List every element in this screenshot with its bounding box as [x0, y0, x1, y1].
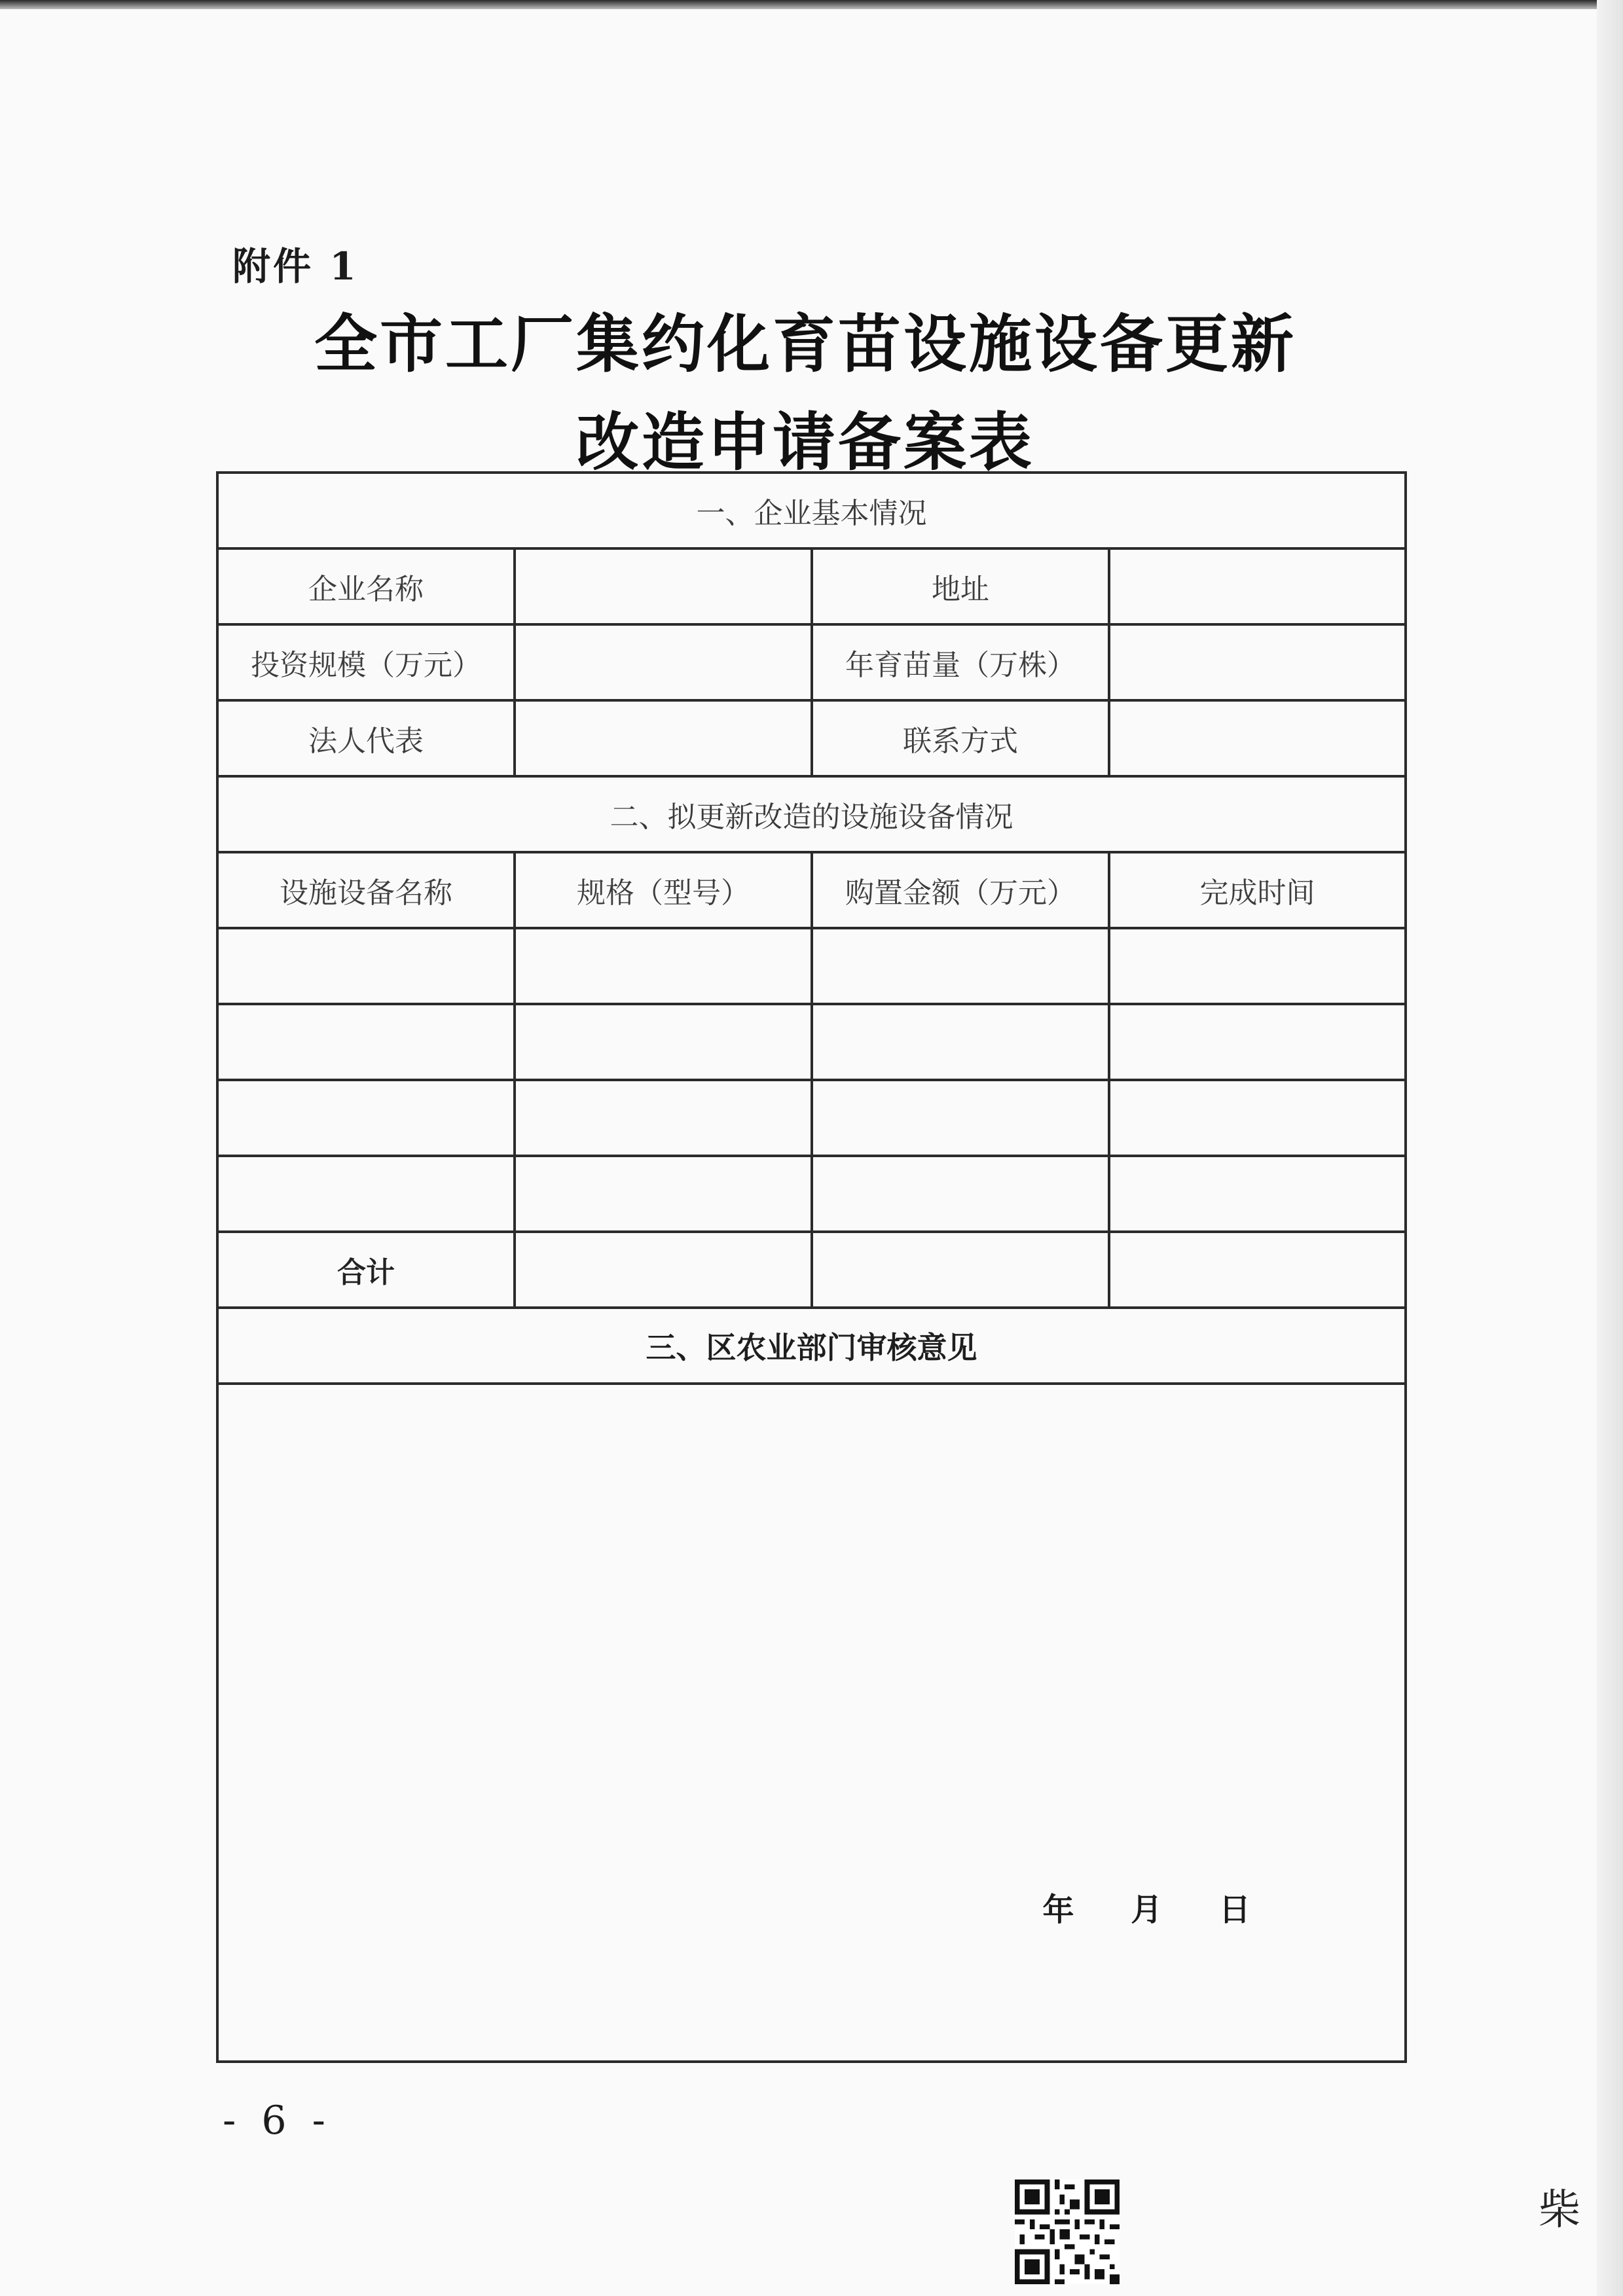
- section3-header: 三、区农业部门审核意见: [217, 1308, 1406, 1384]
- date-month: 月: [1131, 1892, 1163, 1928]
- specification-cell[interactable]: [515, 1004, 812, 1080]
- purchase-amount-cell[interactable]: [812, 1004, 1109, 1080]
- section2-header-row: [217, 776, 1406, 852]
- attachment-label: 附件 1: [232, 244, 359, 289]
- date-day: 日: [1218, 1892, 1250, 1928]
- enterprise-info-row: [217, 624, 1406, 700]
- column-header-specification: 规格（型号）: [515, 852, 812, 928]
- purchase-amount-cell[interactable]: [812, 1156, 1109, 1232]
- section3-header-row: [217, 1308, 1406, 1384]
- equipment-row: [217, 1156, 1406, 1232]
- investment-scale-field[interactable]: [515, 624, 812, 700]
- total-label: 合计: [217, 1232, 515, 1308]
- column-header-completion-time: 完成时间: [1109, 852, 1406, 928]
- purchase-amount-cell[interactable]: [812, 1080, 1109, 1156]
- corner-character: 柴: [1539, 2186, 1580, 2234]
- review-opinion-row: [217, 1384, 1406, 2062]
- column-header-equipment-name: 设施设备名称: [217, 852, 515, 928]
- equipment-name-cell[interactable]: [217, 1156, 515, 1232]
- application-form-table: [216, 471, 1407, 2063]
- purchase-amount-cell[interactable]: [812, 928, 1109, 1004]
- address-field[interactable]: [1109, 548, 1406, 624]
- section1-header: 一、企业基本情况: [217, 473, 1406, 548]
- equipment-row: [217, 928, 1406, 1004]
- section1-header-row: [217, 473, 1406, 548]
- total-completion-cell[interactable]: [1109, 1232, 1406, 1308]
- completion-time-cell[interactable]: [1109, 1004, 1406, 1080]
- address-label: 地址: [812, 548, 1109, 624]
- date-line: [1043, 1884, 1250, 1929]
- legal-rep-field[interactable]: [515, 700, 812, 776]
- equipment-name-cell[interactable]: [217, 1004, 515, 1080]
- equipment-row: [217, 1080, 1406, 1156]
- document-title-line2: 改造申请备案表: [576, 405, 1034, 479]
- completion-time-cell[interactable]: [1109, 1080, 1406, 1156]
- date-year: 年: [1042, 1892, 1074, 1928]
- scan-edge-top: [0, 0, 1623, 9]
- review-opinion-area[interactable]: [217, 1384, 1406, 2062]
- equipment-column-header-row: [217, 852, 1406, 928]
- annual-seedling-field[interactable]: [1109, 624, 1406, 700]
- equipment-name-cell[interactable]: [217, 928, 515, 1004]
- document-title-line1: 全市工厂集约化育苗设施设备更新: [314, 307, 1296, 381]
- specification-cell[interactable]: [515, 928, 812, 1004]
- specification-cell[interactable]: [515, 1156, 812, 1232]
- completion-time-cell[interactable]: [1109, 928, 1406, 1004]
- total-row: [217, 1232, 1406, 1308]
- enterprise-info-row: [217, 548, 1406, 624]
- equipment-name-cell[interactable]: [217, 1080, 515, 1156]
- enterprise-info-row: [217, 700, 1406, 776]
- contact-label: 联系方式: [812, 700, 1109, 776]
- page-number: - 6 -: [223, 2098, 332, 2144]
- total-specification-cell[interactable]: [515, 1232, 812, 1308]
- specification-cell[interactable]: [515, 1080, 812, 1156]
- section2-header: 二、拟更新改造的设施设备情况: [217, 776, 1406, 852]
- equipment-row: [217, 1004, 1406, 1080]
- scan-edge-right: [1597, 0, 1623, 2296]
- annual-seedling-label: 年育苗量（万株）: [812, 624, 1109, 700]
- investment-scale-label: 投资规模（万元）: [217, 624, 515, 700]
- enterprise-name-label: 企业名称: [217, 548, 515, 624]
- contact-field[interactable]: [1109, 700, 1406, 776]
- enterprise-name-field[interactable]: [515, 548, 812, 624]
- legal-rep-label: 法人代表: [217, 700, 515, 776]
- qr-code-icon: [1015, 2179, 1120, 2284]
- column-header-purchase-amount: 购置金额（万元）: [812, 852, 1109, 928]
- total-amount-cell[interactable]: [812, 1232, 1109, 1308]
- completion-time-cell[interactable]: [1109, 1156, 1406, 1232]
